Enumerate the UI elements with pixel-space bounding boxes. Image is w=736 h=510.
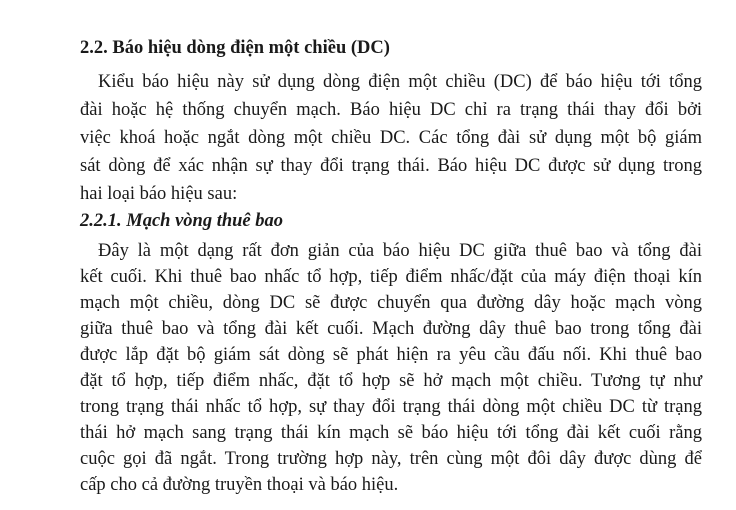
body-line: giữa thuê bao và tổng đài kết cuối. Mạch đường dây thuê bao trong tổng đài: [80, 319, 702, 339]
body-line: kết cuối. Khi thuê bao nhấc tổ hợp, tiếp điểm nhấc/đặt của máy điện thoại kín: [80, 267, 702, 287]
intro-line: hai loại báo hiệu sau:: [80, 184, 238, 204]
body-line: Đây là một dạng rất đơn giản của báo hiệu DC giữa thuê bao và tổng đài: [98, 241, 702, 261]
body-line: đặt tổ hợp, tiếp điểm nhấc, đặt tổ hợp sẽ hở mạch một chiều. Tương tự như: [80, 371, 702, 391]
body-line: trong trạng thái nhấc tổ hợp, sự thay đổi trạng thái dòng một chiều DC từ trạng: [80, 397, 702, 417]
intro-line: sát dòng để xác nhận sự thay đổi trạng thái. Báo hiệu DC được sử dụng trong: [80, 156, 702, 176]
body-line: cấp cho cả đường truyền thoại và báo hiệu.: [80, 475, 399, 495]
body-line: mạch một chiều, dòng DC sẽ được chuyển qua đường dây hoặc mạch vòng: [80, 293, 702, 313]
intro-line: việc khoá hoặc ngắt dòng một chiều DC. Các tổng đài sử dụng một bộ giám: [80, 128, 702, 148]
section-heading: 2.2. Báo hiệu dòng điện một chiều (DC): [80, 38, 390, 58]
intro-line: Kiểu báo hiệu này sử dụng dòng điện một chiều (DC) để báo hiệu tới tổng: [98, 72, 702, 92]
body-line: được lắp đặt bộ giám sát dòng sẽ phát hiện ra yêu cầu đấu nối. Khi thuê bao: [80, 345, 702, 365]
body-line: thái hở mạch sang trạng thái kín mạch sẽ báo hiệu tới tổng đài kết cuối rằng: [80, 423, 702, 443]
body-line: cuộc gọi đã ngắt. Trong trường hợp này, trên cùng một đôi dây được dùng để: [80, 449, 702, 469]
intro-line: đài hoặc hệ thống chuyển mạch. Báo hiệu DC chỉ ra trạng thái thay đổi bởi: [80, 100, 702, 120]
subsection-heading: 2.2.1. Mạch vòng thuê bao: [80, 211, 284, 231]
